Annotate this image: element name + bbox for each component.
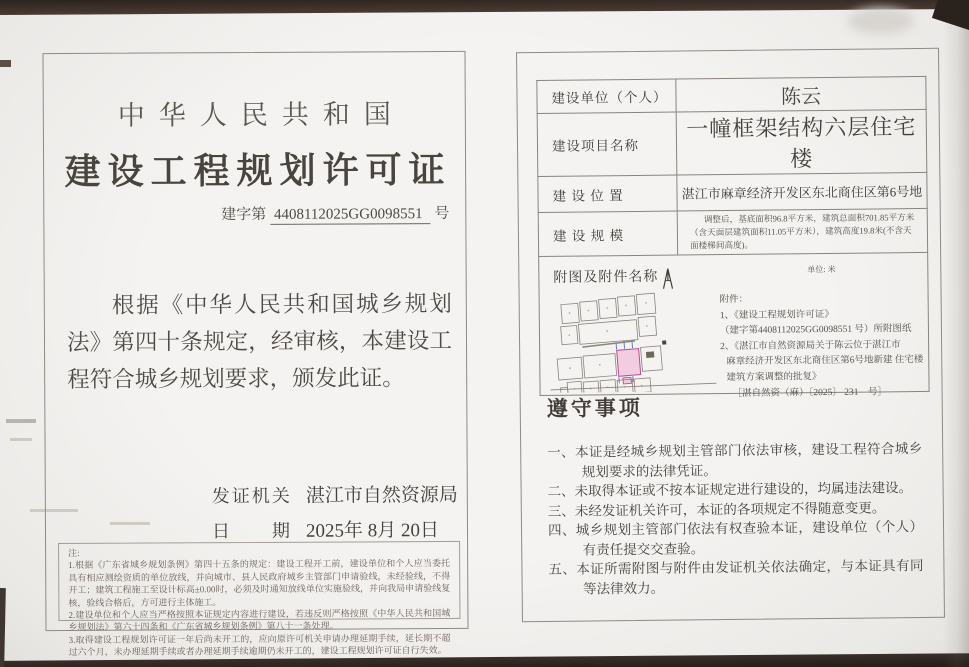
certificate-statement: 根据《中华人民共和国城乡规划法》第四十条规定，经审核，本建设工程符合城乡规划要求，颁发此证。	[66, 290, 453, 392]
issuer-label: 发证机关	[211, 485, 290, 507]
attachment-line: 2、《湛江市自然资源局关于陈云位于湛江市	[720, 340, 901, 352]
compliance-item: 四、城乡规划主管部门依法有权查验本证，建设单位（个人）有责任提交交查验。	[547, 518, 924, 558]
compliance-item: 二、未取得本证或不按本证规定进行建设的，均属违法建设。	[547, 480, 913, 499]
photo-right-shadow	[943, 0, 969, 667]
footnotes-box	[58, 541, 460, 658]
compliance-title: 遵守事项	[546, 395, 643, 421]
row-value: 陈云	[676, 76, 926, 112]
permit-number-suffix: 号	[434, 205, 450, 223]
scan-mark	[10, 438, 32, 441]
permit-number-line	[221, 202, 449, 224]
attachments-row-label: 附图及附件名称	[553, 269, 659, 286]
attachment-line: （建字第4408112025GG0098551 号）所附图纸	[719, 324, 912, 337]
table-row	[537, 76, 926, 113]
row-value: 一幢框架结构六层住宅楼	[676, 109, 927, 175]
attachments-cell	[539, 252, 929, 399]
unit-note: 单位: 米	[807, 264, 836, 275]
compliance-list	[547, 439, 924, 599]
date-value: 2025年 8月 20日	[305, 520, 440, 542]
permit-cover-page	[42, 51, 468, 658]
note-item: 1.根据《广东省城乡规划条例》第四十五条的规定：建设工程开工前，建设单位和个人应当委托具有相应测绘资质的单位放线，并向城市、县人民政府城乡主管部门申请验线，未经验线，不得开工；建筑工程施工至设计标高±0.00时，必须及时通知放线单位实施验线，并向我局申请验线复核，验线合格后，方可进行主体施工。	[68, 558, 451, 608]
table-row	[538, 208, 927, 256]
date-label: 日期	[211, 520, 291, 542]
note-item: 2.建设单位和个人应当严格按照本证规定内容进行建设，若违反则严格按照《中华人民共和国城乡规划法》第六十四条和《广东省城乡规划条例》第八十一条处理。	[68, 608, 451, 633]
scale-text: 调整后，基底面积96.8平方米，建筑总面积701.85平方米（含天面层建筑面积11.05平方米），建筑高度19.8米(不含天面楼梯间高度)。	[689, 212, 915, 251]
notes-title: 注:	[68, 547, 80, 558]
attachment-line: ［湛自然资（麻）〔2025〕 231 号］	[732, 386, 888, 399]
issuer-row	[212, 480, 458, 508]
attachments-title: 附件：	[719, 294, 749, 306]
row-label: 建 设 位 置	[538, 175, 677, 212]
photo-top-edge	[0, 0, 969, 15]
permit-number-prefix: 建字第	[221, 206, 267, 224]
north-arrow-icon	[661, 268, 674, 291]
site-plan-diagram	[550, 291, 717, 393]
issuer-value: 湛江市自然资源局	[305, 484, 458, 507]
row-value: 湛江市麻章经济开发区东北商住区第6号地	[677, 172, 927, 211]
compliance-item: 五、本证所需附图与附件由发证机关依法确定，与本证具有同等法律效力。	[548, 557, 924, 597]
date-row	[212, 515, 439, 543]
photo-left-edge	[0, 588, 6, 667]
attachment-line: 麻章经济开发区东北商住区第6号地新建 住宅楼	[726, 355, 924, 368]
permit-number: 4408112025GG0098551	[270, 206, 431, 225]
compliance-item: 三、未经发证机关许可，本证的各项规定不得随意变更。	[547, 499, 886, 519]
row-label: 建设单位（个人）	[537, 79, 676, 113]
row-value	[677, 208, 927, 255]
scan-smudge	[848, 8, 914, 34]
table-row-attachments	[539, 252, 929, 395]
permit-detail-page	[516, 48, 945, 622]
attachment-line: 建筑方案调整的批复》	[726, 372, 822, 384]
country-heading: 中华人民共和国	[117, 99, 405, 131]
permit-details-table	[536, 76, 929, 399]
scan-mark	[0, 60, 11, 67]
table-row	[538, 172, 927, 212]
attachments-list	[720, 291, 927, 402]
certificate-title: 建设工程规划许可证	[64, 149, 452, 192]
row-label: 建 设 规 模	[538, 211, 677, 256]
table-row	[537, 109, 927, 176]
note-item: 3.取得建设工程规划许可证一年后尚未开工的，应向原许可机关申请办理延期手续，延长期不超过六个月，未办理延期手续或者办理延期手续逾期仍未开工的，建设工程规划许可证自行失效。	[68, 632, 451, 658]
scan-mark	[6, 419, 36, 423]
row-label: 建设项目名称	[537, 112, 677, 176]
compliance-item: 一、本证是经城乡规划主管部门依法审核，建设工程符合城乡规划要求的法律凭证。	[547, 440, 923, 480]
attachment-line: 1、《建设工程规划许可证》	[719, 309, 834, 321]
